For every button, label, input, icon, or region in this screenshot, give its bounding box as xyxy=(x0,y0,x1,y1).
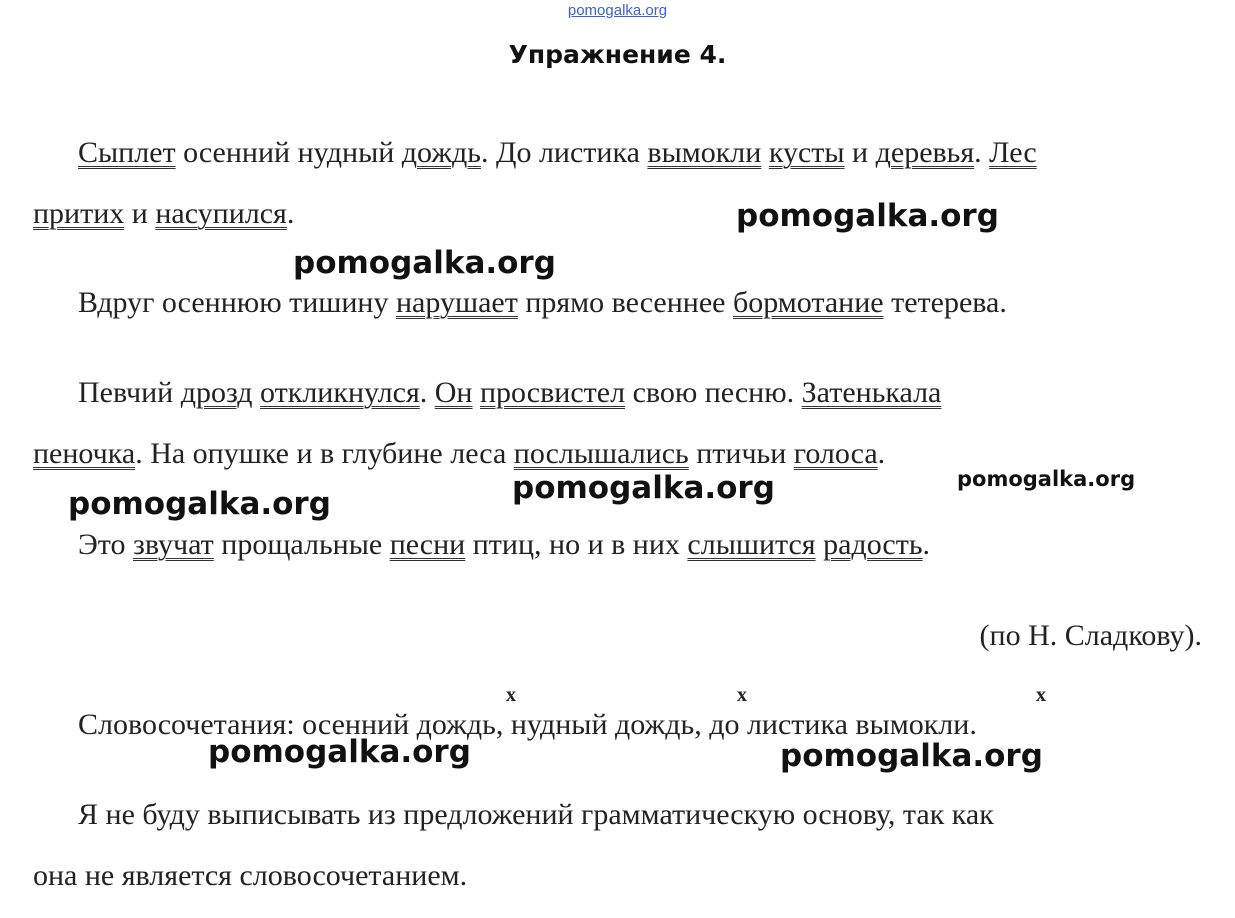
text-line-1 xyxy=(78,135,1037,171)
subject-word: деревья xyxy=(875,136,975,169)
subject-word: голоса xyxy=(793,437,878,470)
text-segment: . На опушке и в глубине леса xyxy=(135,437,514,470)
predicate-word: звучат xyxy=(133,528,214,561)
text-segment: . xyxy=(286,197,295,230)
text-segment: свою песню. xyxy=(625,376,802,409)
predicate-word: слышится xyxy=(687,528,816,561)
predicate-word: просвистел xyxy=(480,376,626,409)
text-segment: Певчий xyxy=(78,376,181,409)
text-segment: Вдруг осеннюю тишину xyxy=(78,286,396,319)
text-segment xyxy=(761,136,769,169)
subject-word: дрозд xyxy=(180,376,253,409)
subject-word: дождь xyxy=(401,136,481,169)
watermark: pomogalka.org xyxy=(512,470,775,506)
exercise-title: Упражнение 4. xyxy=(508,40,727,69)
text-line-4 xyxy=(78,375,941,411)
cross-mark: x xyxy=(737,684,747,706)
subject-word: бормотание xyxy=(732,286,884,319)
text-segment: . xyxy=(922,528,931,561)
subject-word: песни xyxy=(389,528,466,561)
predicate-word: нарушает xyxy=(396,286,518,319)
watermark: pomogalka.org xyxy=(736,198,999,234)
subject-word: радость xyxy=(823,528,923,561)
subject-word: пеночка xyxy=(33,437,136,470)
text-segment: и xyxy=(124,197,156,230)
text-segment: и xyxy=(844,136,876,169)
text-segment: . xyxy=(974,136,990,169)
phrases-line: Словосочетания: осенний дождь, нудный дождь, до листика вымокли. xyxy=(78,708,977,741)
predicate-word: послышались xyxy=(513,437,689,470)
predicate-word: насупился xyxy=(155,197,287,230)
cross-mark: x xyxy=(506,684,516,706)
text-line-5 xyxy=(33,436,885,472)
watermark: pomogalka.org xyxy=(68,486,331,522)
text-segment xyxy=(253,376,261,409)
text-segment: тетерева. xyxy=(883,286,1007,319)
text-segment: птиц, но и в них xyxy=(465,528,688,561)
site-link[interactable]: pomogalka.org xyxy=(567,2,668,19)
text-segment xyxy=(473,376,481,409)
predicate-word: Затенькала xyxy=(801,376,942,409)
predicate-word: притих xyxy=(33,197,125,230)
predicate-word: откликнулся xyxy=(260,376,420,409)
subject-word: Лес xyxy=(989,136,1037,169)
text-line-2 xyxy=(33,196,294,232)
text-segment: Это xyxy=(78,528,134,561)
text-segment: осенний нудный xyxy=(175,136,402,169)
author-attribution: (по Н. Сладкову). xyxy=(979,619,1202,652)
cross-mark: x xyxy=(1036,684,1046,706)
text-segment: прямо весеннее xyxy=(517,286,733,319)
text-segment: . До листика xyxy=(481,136,648,169)
watermark: pomogalka.org xyxy=(780,738,1043,774)
text-segment xyxy=(816,528,824,561)
text-segment: птичьи xyxy=(688,437,794,470)
watermark: pomogalka.org xyxy=(957,467,1136,491)
subject-word: Он xyxy=(434,376,473,409)
text-segment: . xyxy=(419,376,435,409)
watermark: pomogalka.org xyxy=(293,245,556,281)
text-line-3 xyxy=(78,285,1007,321)
text-line-8: Я не буду выписывать из предложений грамматическую основу, так как xyxy=(78,798,994,831)
watermark: pomogalka.org xyxy=(208,734,471,770)
text-line-6 xyxy=(78,527,930,563)
predicate-word: вымокли xyxy=(647,136,762,169)
text-segment: . xyxy=(877,437,886,470)
subject-word: Сыплет xyxy=(78,136,176,169)
subject-word: кусты xyxy=(768,136,845,169)
text-segment: прощальные xyxy=(213,528,390,561)
text-line-9: она не является словосочетанием. xyxy=(33,859,468,892)
